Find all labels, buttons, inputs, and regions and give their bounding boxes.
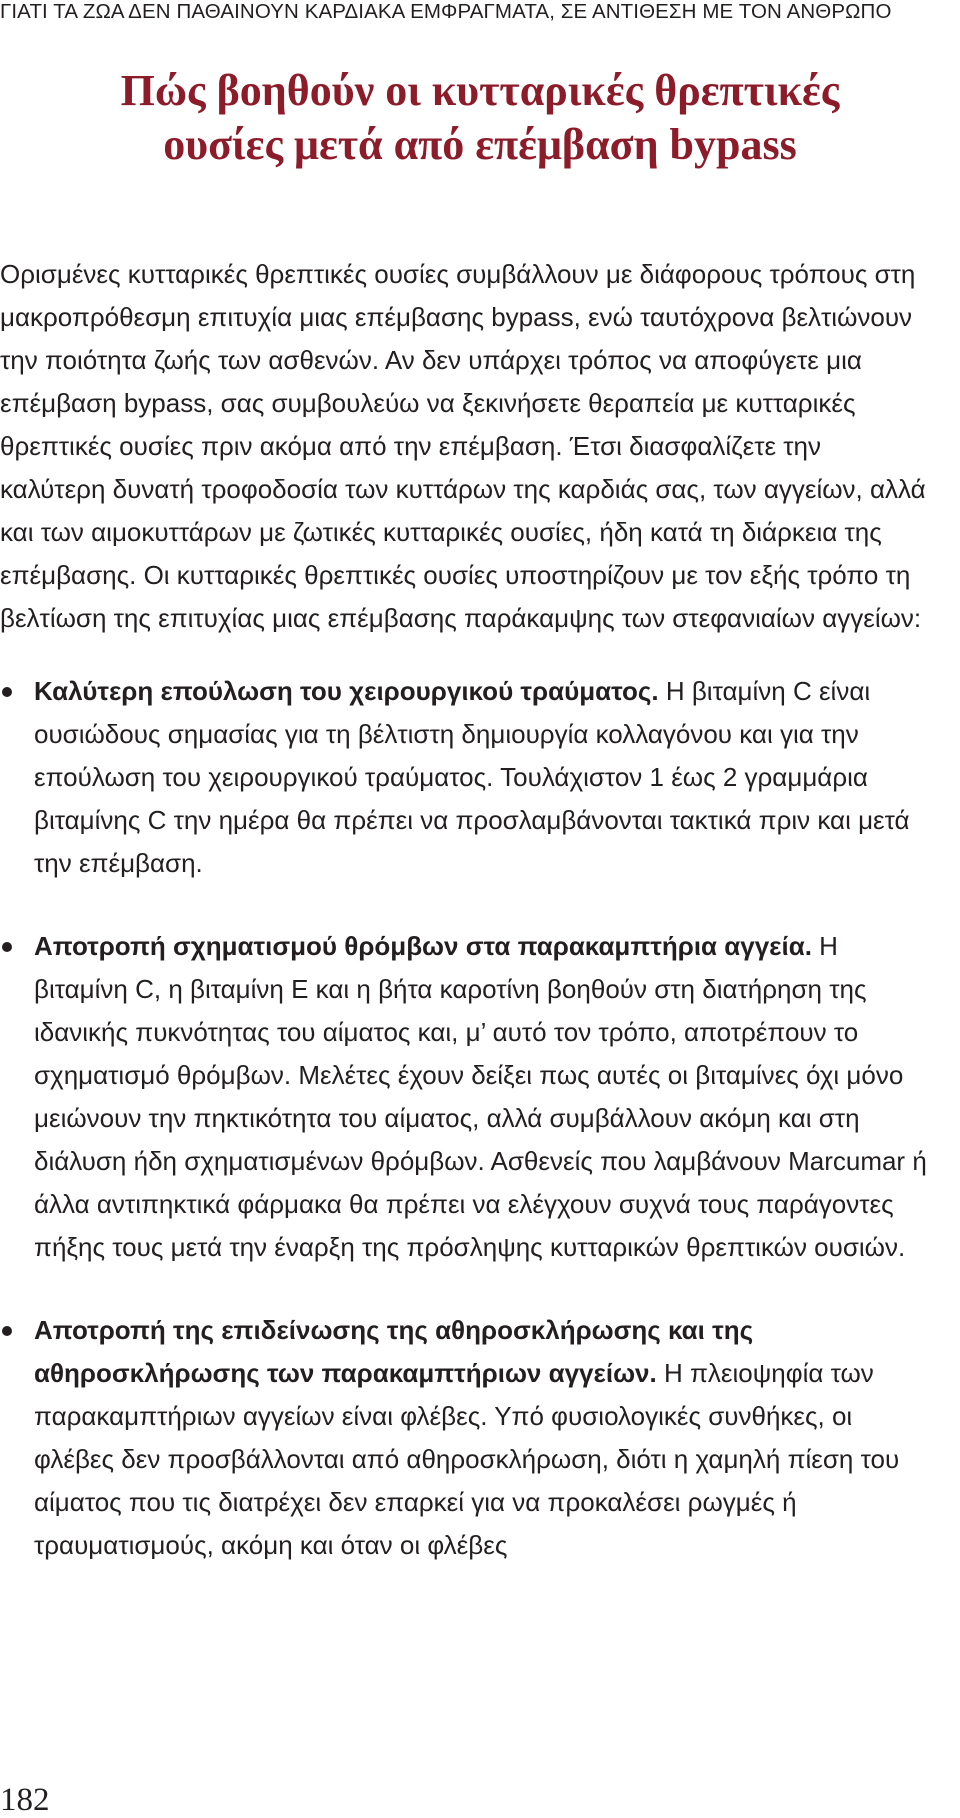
list-item	[0, 1309, 930, 1567]
bullet-icon	[2, 687, 12, 697]
title-line-1: Πώς βοηθούν οι κυτταρικές θρεπτικές	[120, 66, 840, 115]
running-header: ΓΙΑΤΙ ΤΑ ΖΩΑ ΔΕΝ ΠΑΘΑΙΝΟΥΝ ΚΑΡΔΙΑΚΑ ΕΜΦΡΑΓΜΑΤΑ, ΣΕ ΑΝΤΙΘΕΣΗ ΜΕ ΤΟΝ ΑΝΘΡΩΠΟ	[0, 0, 892, 23]
list-item	[0, 925, 930, 1269]
intro-paragraph: Ορισμένες κυτταρικές θρεπτικές ουσίες συμβάλλουν με διάφορους τρόπους στη μακροπρόθεσμη επιτυχία μιας επέμβασης bypass, ενώ ταυτόχρονα βελτιώνουν την ποιότητα ζωής των ασθενών. Αν δεν υπάρχει τρόπος να αποφύγετε μια επέμβαση bypass, σας συμβουλεύω να ξεκινήσετε θεραπεία με κυτταρικές θρεπτικές ουσίες πριν ακόμα από την επέμβαση. Έτσι διασφαλίζετε την καλύτερη δυνατή τροφοδοσία των κυττάρων της καρδιάς σας, των αγγείων, αλλά και των αιμοκυττάρων με ζωτικές κυτταρικές ουσίες, ήδη κατά τη διάρκεια της επέμβασης. Οι κυτταρικές θρεπτικές ουσίες υποστηρίζουν με τον εξής τρόπο τη βελτίωση της επιτυχίας μιας επέμβασης παράκαμψης των στεφανιαίων αγγείων:	[0, 259, 926, 633]
list-item	[0, 670, 930, 885]
bullet-text: Η πλειοψηφία των παρακαμπτήριων αγγείων είναι φλέβες. Υπό φυσιολογικές συνθήκες, οι φλέβες δεν προσβάλλονται από αθηροσκλήρωση, διότι η χαμηλή πίεση του αίματος που τις διατρέχει δεν επαρκεί για να προκαλέσει ρωγμές ή τραυματισμούς, ακόμη και όταν οι φλέβες	[34, 1358, 900, 1560]
bullet-heading: Αποτροπή σχηματισμού θρόμβων στα παρακαμπτήρια αγγεία.	[34, 931, 812, 961]
bullet-heading: Καλύτερη επούλωση του χειρουργικού τραύματος.	[34, 676, 659, 706]
body-text	[0, 253, 930, 1607]
bullet-list	[0, 670, 930, 1567]
page-number: 182	[0, 1782, 50, 1818]
page-title	[0, 64, 960, 172]
bullet-text: Η βιταμίνη C, η βιταμίνη Ε και η βήτα καροτίνη βοηθούν στη διατήρηση της ιδανικής πυκνότητας του αίματος και, μ’ αυτό τον τρόπο, αποτρέπουν το σχηματισμό θρόμβων. Μελέτες έχουν δείξει πως αυτές οι βιταμίνες όχι μόνο μειώνουν την πηκτικότητα του αίματος, αλλά συμβάλλουν ακόμη και στη διάλυση ήδη σχηματισμένων θρόμβων. Ασθενείς που λαμβάνουν Marcumar ή άλλα αντιπηκτικά φάρμακα θα πρέπει να ελέγχουν συχνά τους παράγοντες πήξης τους μετά την έναρξη της πρόσληψης κυτταρικών θρεπτικών ουσιών.	[34, 931, 927, 1262]
bullet-icon	[2, 1326, 12, 1336]
title-line-2: ουσίες μετά από επέμβαση bypass	[163, 120, 797, 169]
bullet-text: Η βιταμίνη C είναι ουσιώδους σημασίας για τη βέλτιστη δημιουργία κολλαγόνου και για την επούλωση του χειρουργικού τραύματος. Τουλάχιστον 1 έως 2 γραμμάρια βιταμίνης C την ημέρα θα πρέπει να προσλαμβάνονται τακτικά πριν και μετά την επέμβαση.	[34, 676, 910, 878]
bullet-icon	[2, 942, 12, 952]
bullet-heading: Αποτροπή της επιδείνωσης της αθηροσκλήρωσης και της αθηροσκλήρωσης των παρακαμπτήριων αγγείων.	[34, 1315, 754, 1388]
